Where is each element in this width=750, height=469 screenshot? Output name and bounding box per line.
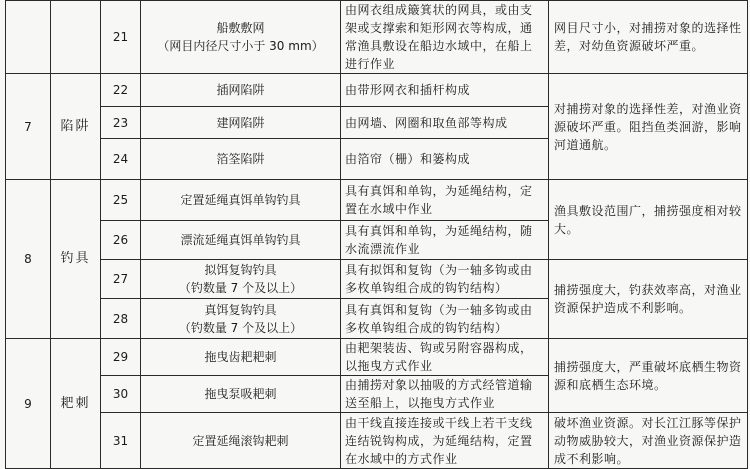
item-number: 26 <box>101 221 141 260</box>
gear-name: 定置延绳滚钩耙刺 <box>141 413 341 469</box>
table-row <box>6 260 748 299</box>
gear-description: 由网墙、网圈和取鱼部等构成 <box>341 107 549 139</box>
gear-description: 具有真饵和单钩，为延绳结构，随水流漂流作业 <box>341 221 549 260</box>
gear-impact: 捕捞强度大，严重破坏底栖生物资源和底栖生态环境。 <box>549 339 748 413</box>
gear-name-note: （钓数量 7 个及以上） <box>178 281 303 295</box>
gear-name-note: （网目内径尺寸小于 30 mm） <box>157 39 324 53</box>
gear-name: 漂流延绳真饵单钩钓具 <box>141 221 341 260</box>
gear-description: 由网衣组成簸箕状的网具，或由支架或支撑索和矩形网衣等构成，通常渔具敷设在船边水域中，在船上进行作业 <box>341 1 549 74</box>
gear-name <box>141 260 341 299</box>
table-row <box>6 1 748 74</box>
gear-name-main: 船敷敷网 <box>216 21 265 35</box>
gear-description: 由捕捞对象以抽吸的方式经管道输送至船上，以拖曳方式作业 <box>341 376 549 413</box>
gear-description: 由干线直接连接或干线上若干支线连结锐钩构成，为延绳结构，定置在水域中的方式作业 <box>341 413 549 469</box>
group-category: 耙刺 <box>51 339 101 469</box>
item-number: 24 <box>101 139 141 180</box>
group-category: 钓具 <box>51 180 101 339</box>
gear-description: 具有真饵和单钩，为延绳结构，定置在水域中作业 <box>341 180 549 221</box>
group-category-cell <box>51 1 101 74</box>
table-row <box>6 339 748 376</box>
gear-description: 具有拟饵和复钩（为一轴多钩或由多枚单钩组合成的钩钓结构） <box>341 260 549 299</box>
gear-impact: 对捕捞对象的选择性差，对渔业资源破坏严重。阻挡鱼类洄游，影响河道通航。 <box>549 74 748 180</box>
gear-name: 插网陷阱 <box>141 74 341 107</box>
item-number: 29 <box>101 339 141 376</box>
group-index-cell <box>6 1 51 74</box>
item-number: 22 <box>101 74 141 107</box>
gear-name-main: 真饵复钩钓具 <box>204 302 277 317</box>
gear-impact: 破坏渔业资源。对长江江豚等保护动物威胁较大，对渔业资源保护造成不利影响。 <box>549 413 748 469</box>
gear-impact: 渔具敷设范围广，捕捞强度相对较大。 <box>549 180 748 260</box>
group-index: 7 <box>6 74 51 180</box>
item-number: 23 <box>101 107 141 139</box>
gear-name-main: 拟饵复钩钓具 <box>204 263 277 277</box>
gear-impact: 捕捞强度大，钓获效率高，对渔业资源保护造成不利影响。 <box>549 260 748 339</box>
gear-impact: 网目尺寸小，对捕捞对象的选择性差，对幼鱼资源破坏严重。 <box>549 1 748 74</box>
gear-name: 拖曳泵吸耙刺 <box>141 376 341 413</box>
gear-description: 由耙架装齿、钩或另附容器构成，以拖曳方式作业 <box>341 339 549 376</box>
gear-name <box>141 299 341 339</box>
gear-description: 具有真饵和复钩（为一轴多钩或由多枚单钩组合成的钩钓结构） <box>341 299 549 339</box>
gear-name: 建网陷阱 <box>141 107 341 139</box>
fishing-gear-table <box>5 0 748 469</box>
table-row <box>6 413 748 469</box>
gear-description: 由箔帘（栅）和篓构成 <box>341 139 549 180</box>
item-number: 28 <box>101 299 141 339</box>
gear-name-note: （钓数量 7 个及以上） <box>178 320 303 335</box>
item-number: 30 <box>101 376 141 413</box>
item-number: 21 <box>101 1 141 74</box>
gear-name: 箔筌陷阱 <box>141 139 341 180</box>
group-index: 9 <box>6 339 51 469</box>
gear-description: 由带形网衣和插杆构成 <box>341 74 549 107</box>
group-category: 陷阱 <box>51 74 101 180</box>
gear-name: 定置延绳真饵单钩钓具 <box>141 180 341 221</box>
item-number: 31 <box>101 413 141 469</box>
table-row <box>6 74 748 107</box>
group-index: 8 <box>6 180 51 339</box>
item-number: 27 <box>101 260 141 299</box>
gear-name: 拖曳齿耙耙刺 <box>141 339 341 376</box>
table-row <box>6 180 748 221</box>
gear-name <box>141 1 341 74</box>
item-number: 25 <box>101 180 141 221</box>
